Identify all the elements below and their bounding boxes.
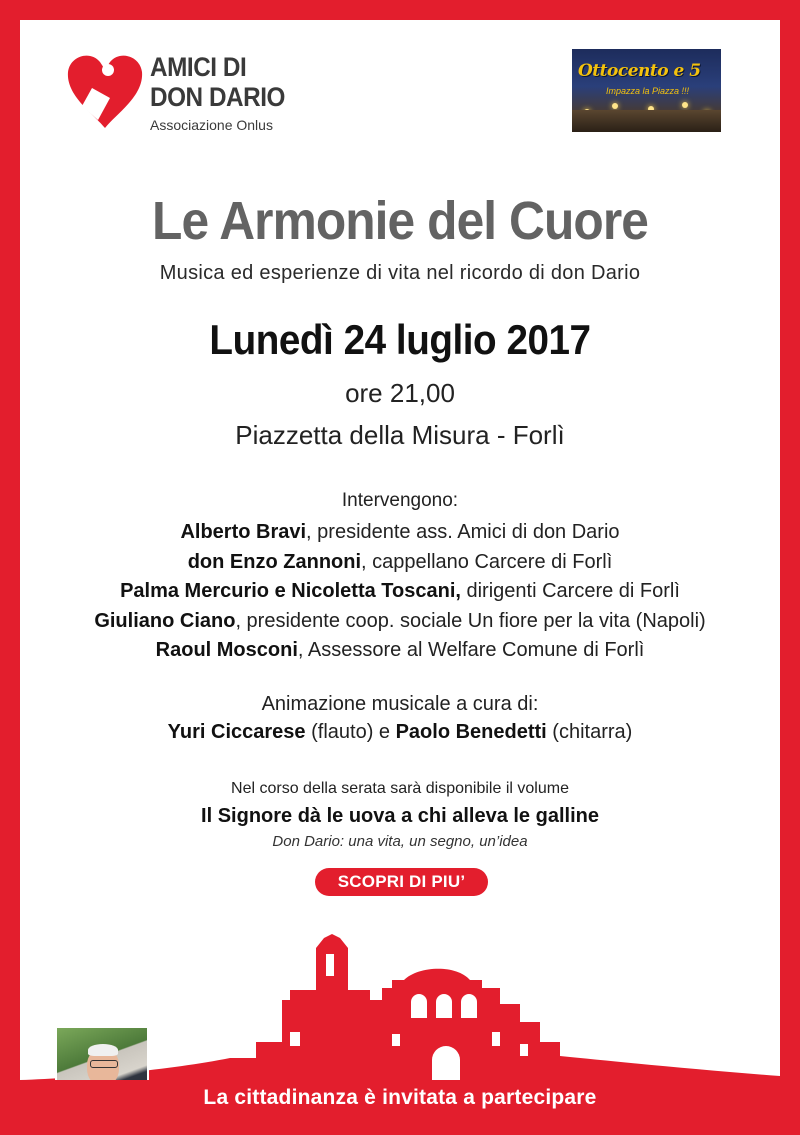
speaker-item [20, 518, 780, 548]
speaker-name: Raoul Mosconi [155, 639, 298, 661]
don-dario-portrait [55, 1026, 149, 1080]
speaker-role: , Assessore al Welfare Comune di Forlì [297, 639, 645, 661]
main-arch [432, 1046, 460, 1080]
performer-instrument: (chitarra) [546, 721, 633, 743]
arch-window [436, 994, 452, 1018]
speaker-name: Palma Mercurio e Nicoletta Toscani, [120, 580, 461, 602]
ottocento-e-5-badge [572, 49, 721, 132]
amici-di-don-dario-logo [64, 44, 324, 139]
book-subtitle: Don Dario: una vita, un segno, un’idea [272, 833, 528, 850]
speakers-intro: Intervengono: [341, 490, 459, 511]
book-intro: Nel corso della serata sarà disponibile il volume [231, 780, 569, 797]
event-time: ore 21,00 [345, 378, 455, 408]
speaker-name: don Enzo Zannoni [187, 550, 362, 573]
speaker-name: Giuliano Ciano [94, 609, 236, 632]
music-performers [20, 721, 780, 744]
tower-window [326, 954, 334, 976]
performer-name: Yuri Ciccarese [167, 721, 306, 743]
music-intro: Animazione musicale a cura di: [261, 693, 539, 715]
event-date: Lunedì 24 luglio 2017 [209, 316, 591, 363]
wall-window [290, 1032, 300, 1046]
speaker-role: , cappellano Carcere di Forlì [361, 550, 613, 573]
wall-window [520, 1044, 528, 1056]
arch-window [461, 994, 477, 1018]
arch-window [411, 994, 427, 1018]
heart-icon [64, 48, 146, 132]
performer-name: Paolo Benedetti [395, 721, 547, 743]
speaker-name: Alberto Bravi [180, 521, 307, 543]
event-subtitle: Musica ed esperienze di vita nel ricordo di don Dario [159, 262, 641, 284]
badge-title: Ottocento e 5 [578, 61, 701, 81]
event-place: Piazzetta della Misura - Forlì [235, 420, 565, 450]
logo-line-2: DON DARIO [150, 82, 285, 112]
speaker-item [20, 577, 780, 607]
logo-line-1: AMICI DI [150, 52, 247, 82]
speaker-role: dirigenti Carcere di Forlì [460, 580, 680, 602]
poster-sheet [20, 20, 780, 1080]
speaker-role: , presidente coop. sociale Un fiore per la vita (Napoli) [235, 609, 706, 632]
speaker-role: , presidente ass. Amici di don Dario [306, 521, 620, 543]
footer-invitation: La cittadinanza è invitata a partecipare [203, 1086, 597, 1109]
wall-window [492, 1032, 500, 1046]
performer-instrument: (flauto) e [305, 721, 396, 743]
speaker-item [20, 636, 780, 666]
wall-window [392, 1034, 400, 1046]
speaker-item [20, 607, 780, 637]
event-title: Le Armonie del Cuore [152, 191, 648, 251]
logo-tagline: Associazione Onlus [150, 117, 273, 133]
scopri-di-piu-button[interactable]: SCOPRI DI PIU’ [315, 868, 488, 896]
speaker-item [20, 548, 780, 578]
speakers-list [20, 518, 780, 666]
badge-crowd [572, 110, 721, 132]
book-title: Il Signore dà le uova a chi alleva le galline [201, 805, 599, 827]
badge-subtitle: Impazza la Piazza !!! [606, 86, 690, 96]
